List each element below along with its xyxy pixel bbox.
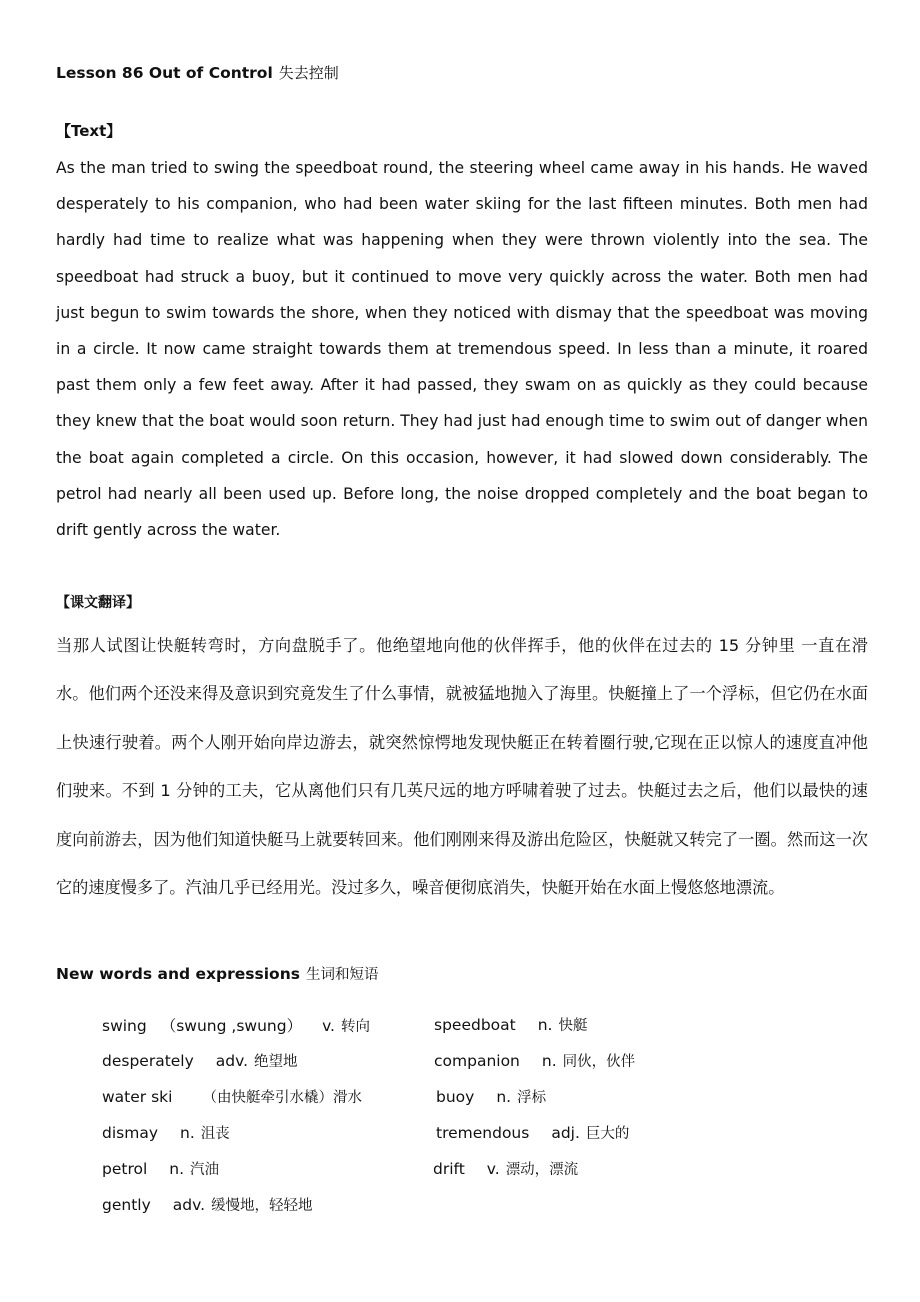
lesson-title-cn: 失去控制 [278, 64, 339, 82]
vocab-pos: adv. [215, 1052, 249, 1070]
vocab-heading-en: New words and expressions [56, 965, 300, 983]
vocab-item [436, 1122, 629, 1143]
vocab-pos: n. [541, 1052, 557, 1070]
text-body: As the man tried to swing the speedboat round, the steering wheel came away in his hands. He waved desperately to his companion, who had been water skiing for the last fifteen minutes. Both men had hardly had time to realize what was happening when they were thrown violently into the sea. The speedboat had struck a buoy, but it continued to move very quickly across the water. Both men had just begun to swim towards the shore, when they noticed with dismay that the speedboat was moving in a circle. It now came straight towards them at tremendous speed. In less than a minute, it roared past them only a few feet away. After it had passed, they swam on as quickly as they could because they knew that the boat would soon return. They had just had enough time to swim out of danger when the boat again completed a circle. On this occasion, however, it had slowed down considerably. The petrol had nearly all been used up. Before long, the noise dropped completely and the boat began to drift gently across the water. [56, 159, 869, 540]
text-heading: 【Text】 [56, 122, 122, 140]
vocab-meaning: 浮标 [517, 1090, 547, 1106]
vocab-word: speedboat [434, 1016, 516, 1034]
vocab-pos: v. [486, 1160, 500, 1178]
vocab-meaning: 同伙，伙伴 [562, 1054, 636, 1070]
vocab-meaning: 沮丧 [200, 1126, 230, 1142]
vocab-meaning: 巨大的 [585, 1126, 630, 1142]
vocab-meaning: 转向 [340, 1019, 370, 1035]
vocab-item [102, 1194, 313, 1215]
vocab-item [434, 1050, 635, 1071]
vocab-word: desperately [102, 1052, 194, 1070]
vocab-item [434, 1014, 588, 1035]
vocab-word: dismay [102, 1124, 158, 1142]
vocab-pos: n. [537, 1016, 553, 1034]
vocab-word: water ski [102, 1088, 173, 1106]
vocab-forms: （swung ,swung） [160, 1017, 303, 1035]
vocab-pos: n. [169, 1160, 185, 1178]
vocab-pos: v. [322, 1017, 335, 1035]
vocab-meaning: 绝望地 [254, 1054, 298, 1070]
vocab-word: companion [434, 1052, 520, 1070]
translation-heading: 【课文翻译】 [56, 595, 140, 611]
vocab-word: swing [102, 1017, 147, 1035]
vocab-item [436, 1086, 546, 1107]
vocab-pos: n. [180, 1124, 195, 1142]
vocab-item [102, 1122, 230, 1143]
vocab-item [433, 1158, 578, 1179]
lesson-title-en: Lesson 86 Out of Control [56, 64, 273, 82]
lesson-title [56, 62, 339, 83]
translation-body: 当那人试图让快艇转弯时，方向盘脱手了。他绝望地向他的伙伴挥手，他的伙伴在过去的 15 分钟里 一直在滑水。他们两个还没来得及意识到究竟发生了什么事情，就被猛地抛入了海里。快艇撞上了一个浮标，但它仍在水面上快速行驶着。两个人刚开始向岸边游去，就突然惊愕地发现快艇正在转着圈行驶,它现在正以惊人的速度直冲他们驶来。不到 1 分钟的工夫，它从离他们只有几英尺远的地方呼啸着驶了过去。快艇过去之后，他们以最快的速度向前游去，因为他们知道快艇马上就要转回来。他们刚刚来得及游出危险区，快艇就又转完了一圈。然而这一次它的速度慢多了。汽油几乎已经用光。没过多久，噪音便彻底消失，快艇开始在水面上慢悠悠地漂流。 [56, 636, 868, 898]
vocab-item [102, 1050, 298, 1071]
vocab-item [102, 1014, 370, 1036]
vocab-item [102, 1086, 362, 1107]
vocab-item [102, 1158, 219, 1179]
vocab-word: buoy [436, 1088, 475, 1106]
vocab-heading [56, 963, 378, 984]
vocab-word: gently [102, 1196, 151, 1214]
vocab-word: petrol [102, 1160, 148, 1178]
vocab-pos: n. [496, 1088, 512, 1106]
vocab-heading-cn: 生词和短语 [305, 967, 379, 983]
vocab-meaning: 汽油 [190, 1162, 220, 1178]
vocab-meaning: 漂动，漂流 [505, 1162, 579, 1178]
vocab-word: tremendous [436, 1124, 530, 1142]
vocab-meaning: 快艇 [558, 1018, 588, 1034]
vocab-meaning: 缓慢地，轻轻地 [211, 1198, 313, 1214]
vocab-meaning: （由快艇牵引水橇）滑水 [202, 1090, 362, 1106]
vocab-pos: adv. [172, 1196, 205, 1214]
vocab-word: drift [433, 1160, 465, 1178]
vocab-pos: adj. [551, 1124, 580, 1142]
